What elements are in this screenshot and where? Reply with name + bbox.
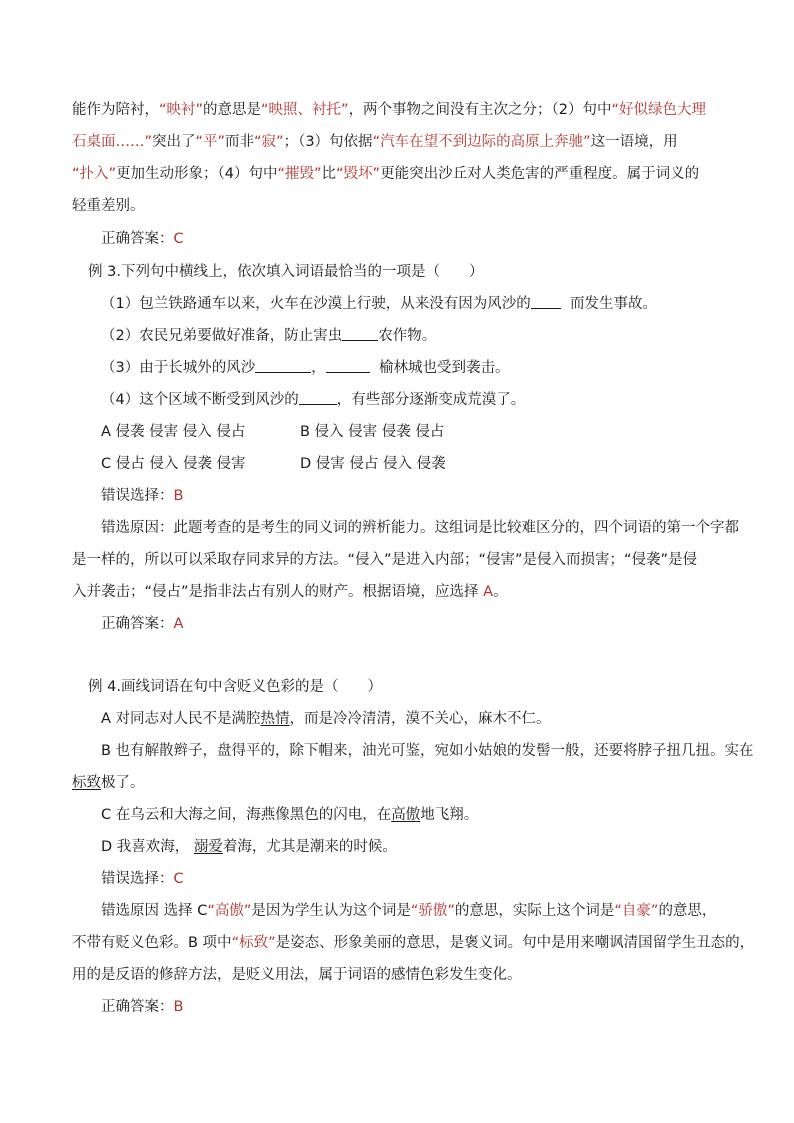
explanation-line-4: 轻重差别。	[72, 198, 145, 214]
text: 地飞翔。	[420, 807, 479, 823]
underlined-word: 溺爱	[193, 839, 223, 855]
reason-line-2: 是一样的，所以可以采取存同求异的方法。“侵入”是进入内部；“侵害”是侵入而损害；“侵袭”是侵	[72, 552, 698, 568]
quoted-term: “好似绿色大理	[611, 102, 707, 118]
text: 错选原因 选择 C	[101, 903, 208, 919]
answer-label: 正确答案：	[101, 616, 174, 632]
example-4-option-c	[101, 805, 751, 825]
fill-blank	[255, 358, 311, 373]
text: ，	[311, 360, 326, 376]
quoted-term: “映衬”	[159, 102, 204, 118]
explanation-line-3	[72, 164, 722, 184]
quoted-term: “标致”	[231, 935, 276, 951]
quoted-term: “自豪”	[614, 903, 659, 919]
correct-answer	[101, 614, 751, 634]
quoted-term: “高傲”	[207, 903, 252, 919]
example-3-option-c: C 侵占 侵入 侵袭 侵害	[101, 456, 246, 472]
explanation-line-2	[72, 132, 722, 152]
text: D 我喜欢海，	[101, 839, 190, 855]
example-4-option-d	[101, 837, 751, 857]
text: 更加生动形象；（4）句中	[116, 166, 278, 182]
reason-line-2	[72, 933, 755, 953]
quoted-term: “扑入”	[72, 166, 117, 182]
text: 而发生事故。	[569, 296, 657, 312]
text: 更能突出沙丘对人类危害的严重程度。属于词义的	[380, 166, 700, 182]
fill-blank	[299, 390, 337, 405]
text: 入并袭击；“侵占”是指非法占有别人的财产。根据语境，应选择	[72, 584, 484, 600]
text: 的意思，	[658, 903, 717, 919]
quoted-term: 石桌面……”	[72, 134, 153, 150]
answer-label: 正确答案：	[101, 231, 174, 247]
example-3-option-b: B 侵入 侵害 侵袭 侵占	[300, 424, 445, 440]
text: 比	[321, 166, 337, 182]
quoted-term: “寂”	[254, 134, 284, 150]
fill-blank	[342, 326, 378, 341]
text: 的意思，实际上这个词是	[454, 903, 615, 919]
wrong-choice	[101, 869, 751, 889]
underlined-word: 标致	[72, 775, 101, 791]
text: ，而是冷冷清清，漠不关心，麻木不仁。	[289, 711, 551, 727]
text: 能作为陪衬，	[72, 102, 159, 118]
example-3-option-d: D 侵害 侵占 侵入 侵袭	[300, 456, 446, 472]
answer-label: 正确答案：	[101, 999, 174, 1015]
text: 突出了	[152, 134, 196, 150]
text: C 在乌云和大海之间，海燕像黑色的闪电，在	[101, 807, 392, 823]
text: 榆林城也受到袭击。	[378, 360, 510, 376]
quoted-term: “映照、衬托”	[261, 102, 349, 118]
example-3-sentence-4	[101, 390, 751, 410]
reason-line-3: 用的是反语的修辞方法，是贬义用法，属于词语的感情色彩发生变化。	[72, 967, 522, 983]
text: 是因为学生认为这个词是	[251, 903, 411, 919]
text: 。	[493, 584, 508, 600]
answer-value: C	[173, 231, 184, 247]
quoted-term: “汽车在望不到边际的高原上奔驰”	[372, 134, 591, 150]
example-3-sentence-3	[101, 358, 751, 378]
wrong-label: 错误选择：	[101, 488, 174, 504]
text: 极了。	[101, 775, 145, 791]
wrong-value: C	[173, 871, 184, 887]
example-4-option-b: B 也有解散辫子，盘得平的，除下帽来，油光可鉴，宛如小姑娘的发髻一般，还要将脖子扭几扭。实在	[101, 743, 754, 759]
example-4-title: 例 4.画线词语在句中含贬义色彩的是（ ）	[88, 679, 382, 695]
explanation-line-1	[72, 100, 722, 120]
wrong-value: B	[173, 488, 184, 504]
text: ，两个事物之间没有主次之分；（2）句中	[348, 102, 612, 118]
example-4-option-b-cont	[72, 773, 722, 793]
correct-answer	[101, 997, 751, 1017]
text: 不带有贬义色彩。B 项中	[72, 935, 232, 951]
example-3-sentence-1	[101, 294, 751, 314]
reason-line-1	[101, 901, 751, 921]
text: ，有些部分逐渐变成荒漠了。	[336, 392, 526, 408]
wrong-label: 错误选择：	[101, 871, 174, 887]
example-3-option-a: A 侵袭 侵害 侵入 侵占	[101, 424, 246, 440]
answer-value: A	[173, 616, 184, 632]
text: （2）农民兄弟要做好准备，防止害虫	[101, 328, 343, 344]
example-3-sentence-2	[101, 326, 751, 346]
quoted-term: “毁坏”	[336, 166, 381, 182]
text: ；（3）句依据	[283, 134, 373, 150]
text: 的意思是	[203, 102, 262, 118]
text: （4）这个区域不断受到风沙的	[101, 392, 299, 408]
quoted-term: “骄傲”	[410, 903, 455, 919]
text: 是姿态、形象美丽的意思，是褒义词。句中是用来嘲讽清国留学生丑态的，	[275, 935, 755, 951]
reason-line-1: 错选原因：此题考查的是考生的同义词的辨析能力。这组词是比较难区分的，四个词语的第一个字都	[101, 520, 739, 536]
quoted-term: “摧毁”	[277, 166, 322, 182]
quoted-term: “平”	[195, 134, 226, 150]
text: 农作物。	[378, 328, 437, 344]
correct-answer	[101, 229, 751, 249]
answer-value: B	[173, 999, 184, 1015]
text: A 对同志对人民不是满腔	[101, 711, 261, 727]
text: （3）由于长城外的风沙	[101, 360, 256, 376]
example-3-title: 例 3.下列句中横线上，依次填入词语最恰当的一项是（ ）	[88, 264, 484, 280]
fill-blank	[326, 358, 370, 373]
answer-letter: A	[483, 584, 494, 600]
underlined-word: 高傲	[391, 807, 421, 823]
reason-line-3	[72, 582, 722, 602]
text: 这一语境，用	[590, 134, 678, 150]
fill-blank	[531, 294, 561, 309]
text: 而非	[225, 134, 255, 150]
example-4-option-a	[101, 709, 751, 729]
wrong-choice	[101, 486, 751, 506]
underlined-word: 热情	[260, 711, 290, 727]
text: （1）包兰铁路通车以来，火车在沙漠上行驶，从来没有因为风沙的	[101, 296, 531, 312]
text: 着海，尤其是潮来的时候。	[222, 839, 397, 855]
